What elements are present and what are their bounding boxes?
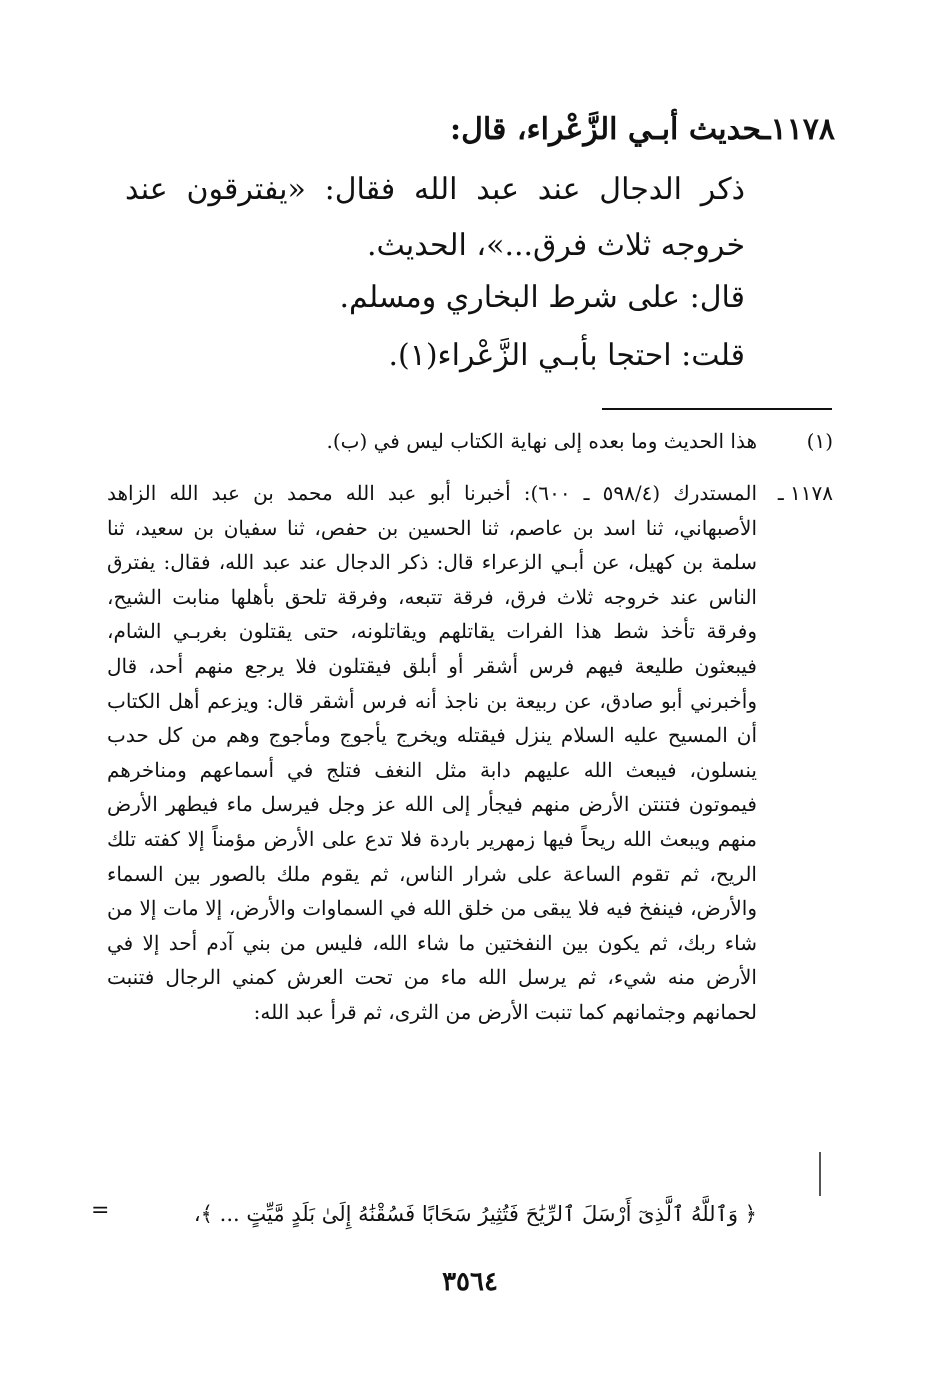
source-footnote-text: المستدرك (٥٩٨/٤ ـ ٦٠٠): أخبرنا أبو عبد الله محمد بن عبد الله الزاهد الأصبهاني، ثنا اسد بن عاصم، ثنا الحسين بن حفص، ثنا سفيان بن سعيد، ثنا سلمة بن كهيل، عن أبـي الزعراء قال: ذكر الدجال عند عبد الله، فقال: يفترق الناس عند خروجه ثلاث فرق، فرقة تتبعه، وفرقة تلحق بأهلها منابت الشيح، وفرقة تأخذ شط هذا الفرات يقاتلهم ويقاتلونه، حتى يقتلون بغربـي الشام، فيبعثون طليعة فيهم فرس أشقر أو أبلق فيقتلون فلا يرجع منهم أحد، قال وأخبرني أبو صادق، عن ربيعة بن ناجذ أنه فرس أشقر قال: ويزعم أهل الكتاب أن المسيح عليه السلام ينزل فيقتله ويخرج يأجوج ومأجوج وهم من كل حدب ينسلون، فيبعث الله عليهم دابة مثل النغف فتلج في أسماعهم ومناخرهم فيموتون فتنتن الأرض منهم فيجأر إلى الله عز وجل فيرسل ماء فيطهر الأرض منهم ويبعث الله ريحاً فيها زمهرير باردة فلا تدع على الأرض مؤمناً إلا كفته تلك الريح، ثم تقوم الساعة على شرار الناس، ثم يقوم ملك بالصور بين السماء والأرض، فينفخ فيه فلا يبقى من خلق الله في السماوات والأرض، إلا مات إلا من شاء ربك، ثم يكون بين النفختين ما شاء الله، فليس من بني آدم أحد إلا في الأرض منه شيء، ثم يرسل الله ماء من تحت العرش كمني الرجال فتنبت لحمانهم وجثمانهم كما تنبت الأرض من الثرى، ثم قرأ عبد الله: [107,481,758,1024]
page-number: ٣٥٦٤ [442,1267,498,1297]
footnote-number: (١) [806,429,833,453]
hadith-number: ١١٧٨ـ [761,112,835,147]
footnote-separator [602,408,832,410]
quran-verse: ﴿ وَٱللَّهُ ٱلَّذِىٓ أَرْسَلَ ٱلرِّيَٰحَ فَتُثِيرُ سَحَابًا فَسُقْنَٰهُ إِلَىٰ بَلَدٍ مَّيِّتٍ ... ﴾، [193,1202,757,1226]
hakim-ruling: قال: على شرط البخاري ومسلم. [339,280,745,315]
source-footnote-number: ١١٧٨ ـ [777,481,833,505]
continuation-mark: = [91,1198,110,1223]
hadith-text: ذكر الدجال عند عبد الله فقال: «يفترقون عند خروجه ثلاث فرق...»، الحديث. [125,172,745,263]
dhahabi-comment: قلت: احتجا بأبـي الزَّعْراء(١). [388,338,745,373]
hadith-heading [115,104,835,156]
footnote-text: هذا الحديث وما بعده إلى نهاية الكتاب ليس في (ب). [326,429,757,453]
margin-line [819,1152,821,1196]
hadith-title: حديث أبـي الزَّعْراء، قال: [450,112,762,147]
